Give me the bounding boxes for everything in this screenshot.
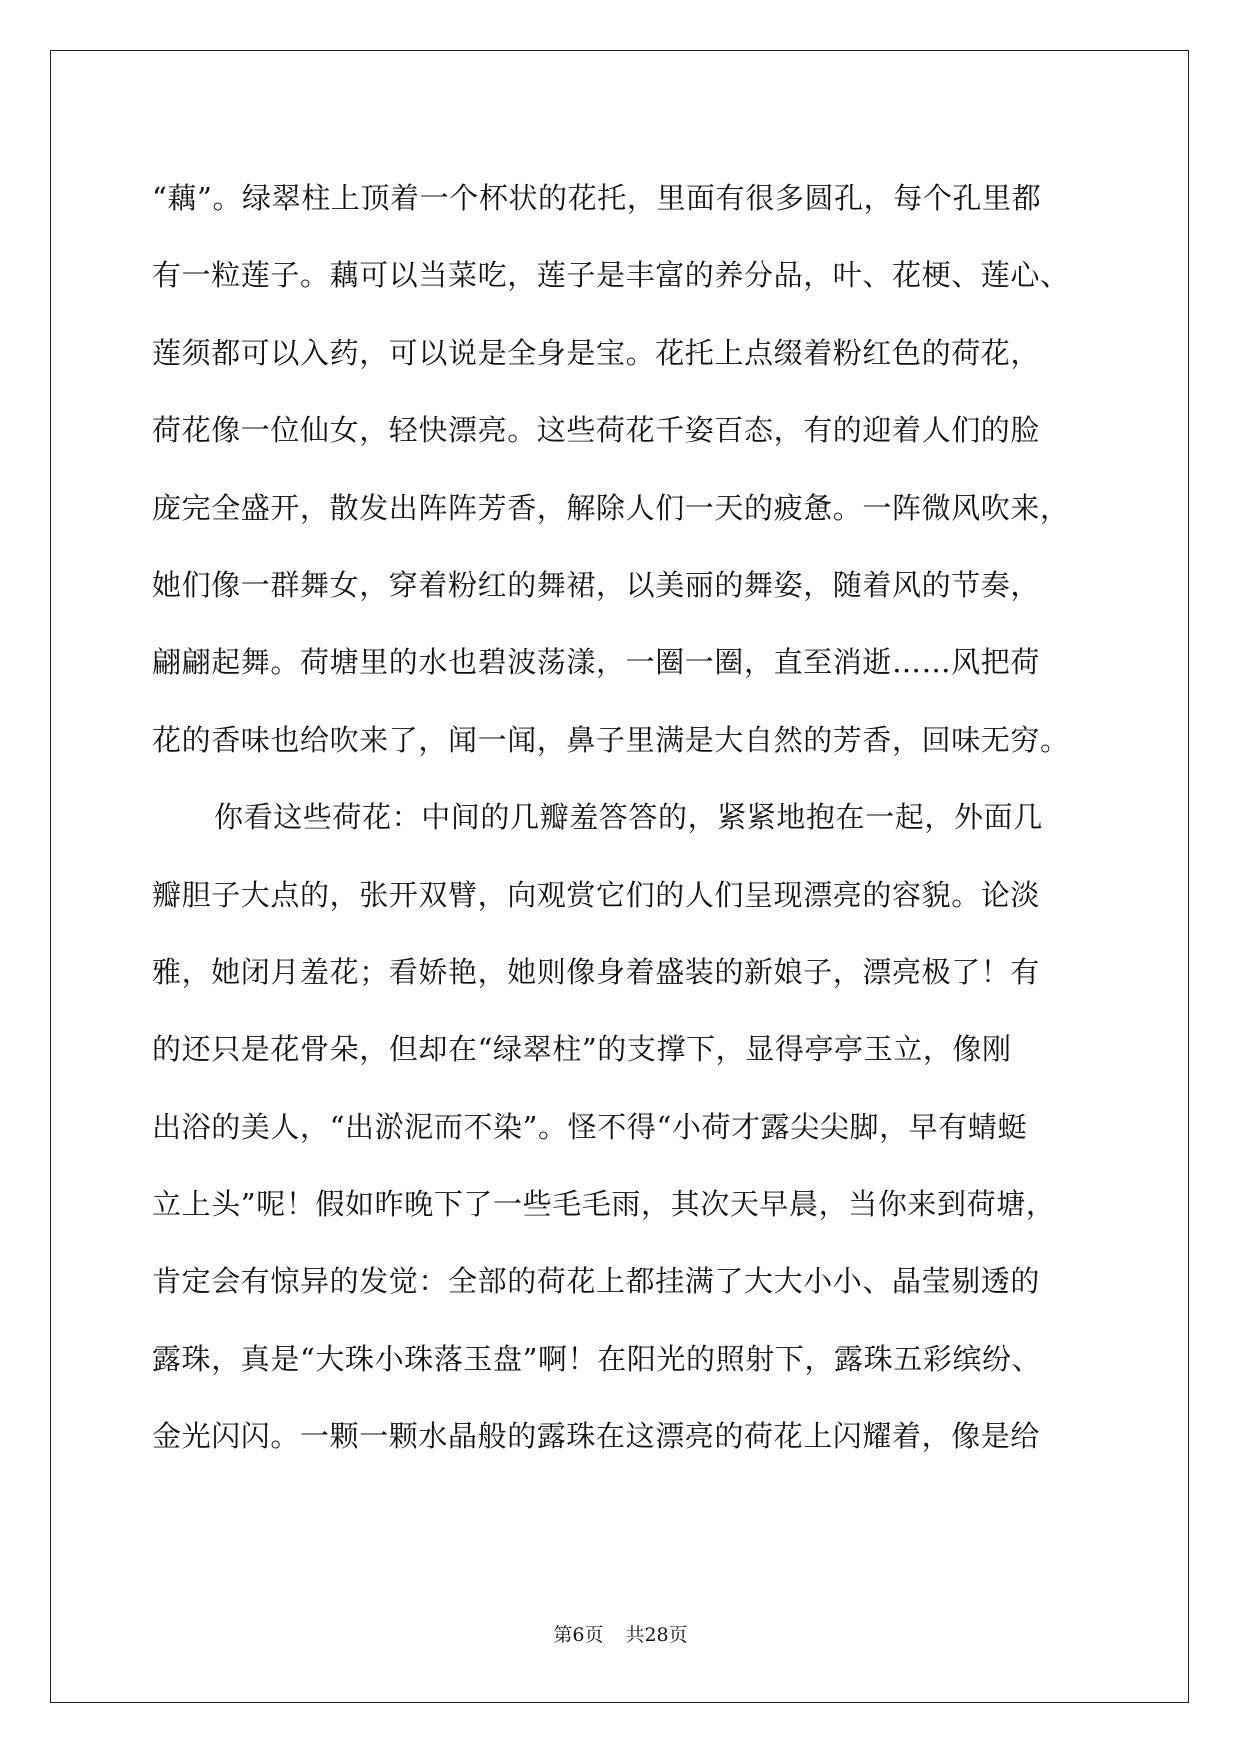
- text-line: “藕”。绿翠柱上顶着一个杯状的花托，里面有很多圆孔，每个孔里都: [152, 181, 1042, 215]
- text-line: 的还只是花骨朵，但却在“绿翠柱”的支撑下，显得亭亭玉立，像刚: [152, 1032, 1012, 1067]
- text-line: 瓣胆子大点的，张开双臂，向观赏它们的人们呈现漂亮的容貌。论淡: [152, 877, 1041, 912]
- text-line: 出浴的美人，“出淤泥而不染”。怪不得“小荷才露尖尖脚，早有蜻蜓: [152, 1109, 1028, 1144]
- text-line: 雅，她闭月羞花；看娇艳，她则像身着盛装的新娘子，漂亮极了！有: [152, 954, 1041, 989]
- paragraph-start-line: 你看这些荷花：中间的几瓣羞答答的，紧紧地抱在一起，外面几: [214, 800, 1043, 835]
- text-line: 莲须都可以入药，可以说是全身是宝。花托上点缀着粉红色的荷花，: [152, 335, 1041, 370]
- text-line: 露珠，真是“大珠小珠落玉盘”啊！在阳光的照射下，露珠五彩缤纷、: [152, 1341, 1042, 1376]
- text-line: 她们像一群舞女，穿着粉红的舞裙，以美丽的舞姿，随着风的节奏，: [152, 567, 1041, 602]
- total-pages-label: 共28页: [625, 1624, 688, 1646]
- text-line: 花的香味也给吹来了，闻一闻，鼻子里满是大自然的芳香，回味无穷。: [152, 722, 1070, 757]
- page-footer: [0, 1620, 1241, 1647]
- text-line: 庞完全盛开，散发出阵阵芳香，解除人们一天的疲惫。一阵微风吹来，: [152, 490, 1070, 525]
- text-line: 肯定会有惊异的发觉：全部的荷花上都挂满了大大小小、晶莹剔透的: [152, 1264, 1041, 1299]
- text-line: 金光闪闪。一颗一颗水晶般的露珠在这漂亮的荷花上闪耀着，像是给: [152, 1419, 1041, 1454]
- text-line: 翩翩起舞。荷塘里的水也碧波荡漾，一圈一圈，直至消逝……风把荷: [152, 645, 1041, 680]
- text-line: 立上头”呢！假如昨晚下了一些毛毛雨，其次天早晨，当你来到荷塘，: [152, 1187, 1056, 1222]
- text-line: 有一粒莲子。藕可以当菜吃，莲子是丰富的养分品，叶、花梗、莲心、: [152, 258, 1070, 293]
- body-text: [152, 160, 1092, 1476]
- current-page-label: 第6页: [553, 1624, 604, 1646]
- text-line: 荷花像一位仙女，轻快漂亮。这些荷花千姿百态，有的迎着人们的脸: [152, 413, 1041, 448]
